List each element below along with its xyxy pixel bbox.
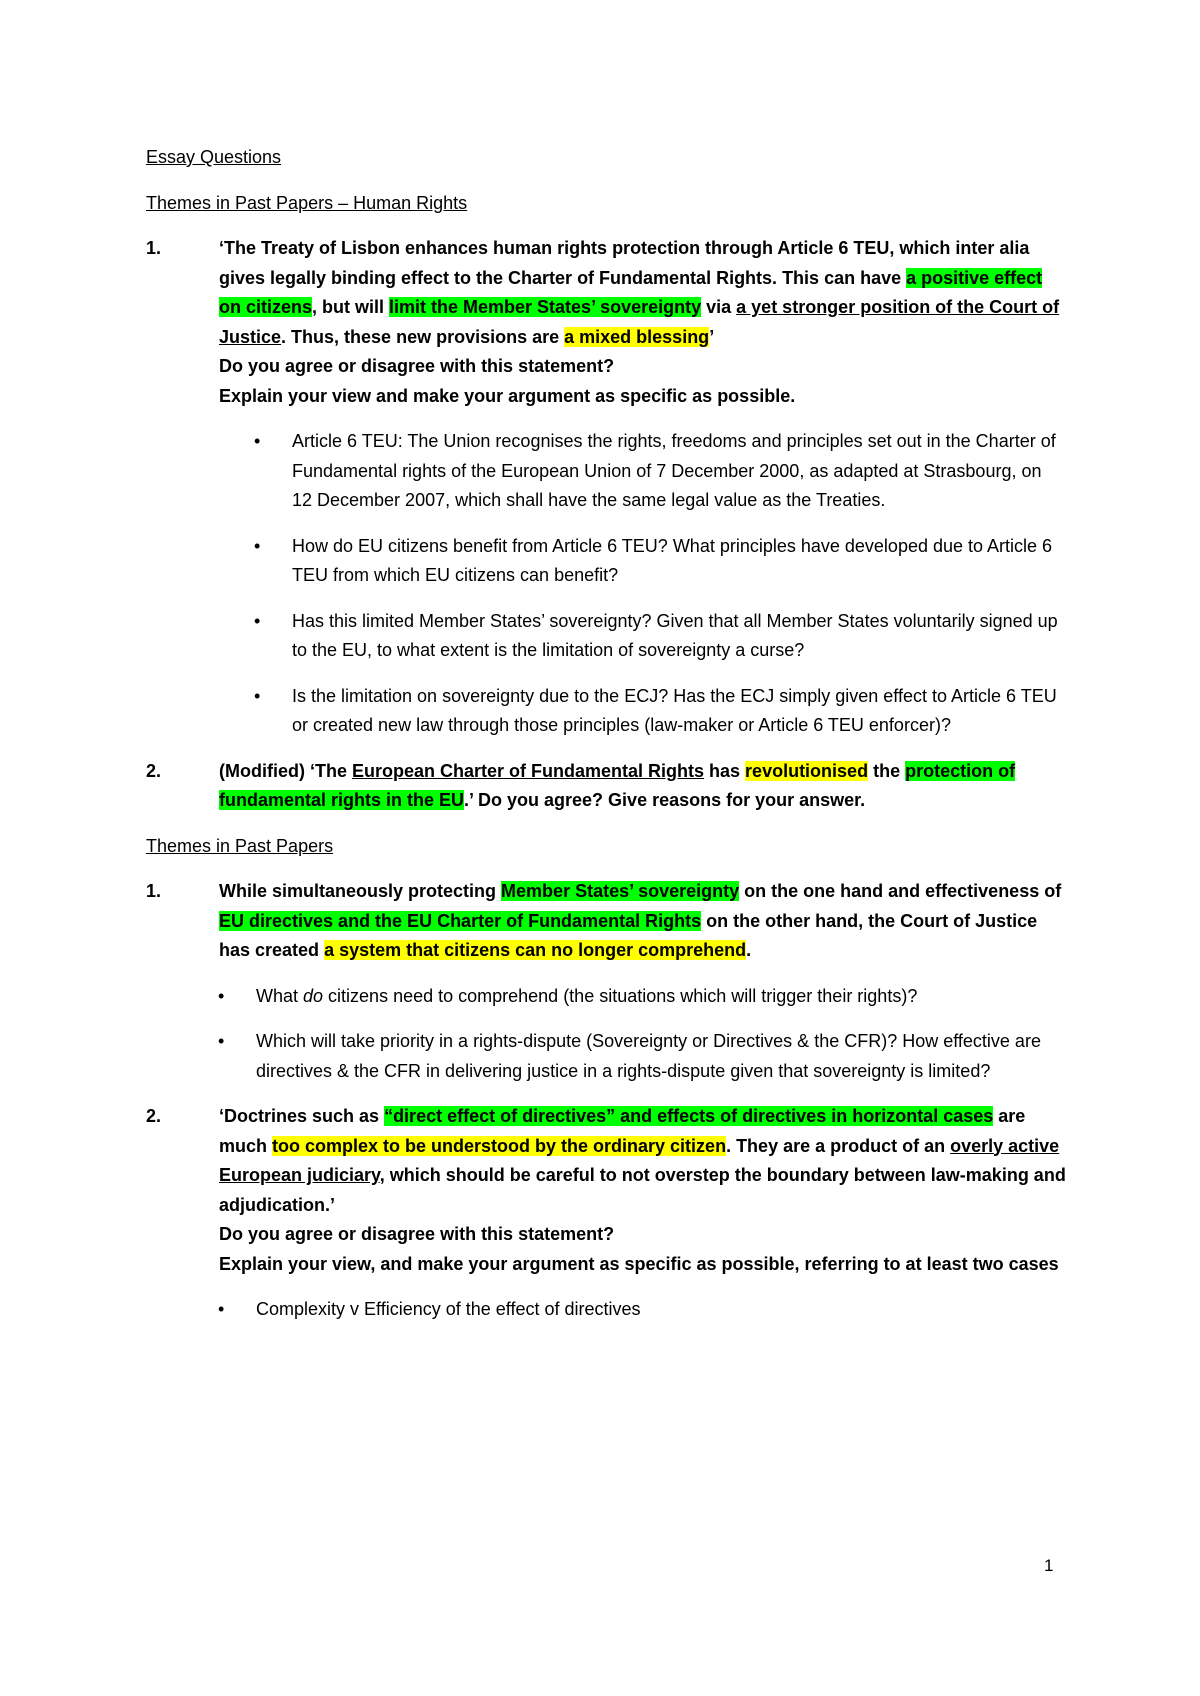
- section-heading-past-papers: Themes in Past Papers: [146, 835, 334, 856]
- underlined-text: European Charter of Fundamental Rights: [351, 760, 705, 781]
- list-item-text: Complexity v Efficiency of the effect of directives: [256, 1299, 641, 1319]
- question-number: 2.: [146, 760, 162, 781]
- list-item: [146, 1295, 1066, 1325]
- question-number: 2.: [146, 1106, 162, 1126]
- list-item: [146, 982, 1066, 1012]
- bullet-icon: •: [254, 535, 261, 556]
- question-instruction: Explain your view, and make your argument as specific as possible, referring to at least two cases: [219, 1253, 1059, 1274]
- section-heading-human-rights: Themes in Past Papers – Human Rights: [146, 192, 468, 213]
- text-segment: are much: [219, 1106, 1026, 1156]
- list-item: [146, 427, 1066, 516]
- green-highlight: protection of fundamental rights in the EU: [219, 760, 1016, 810]
- green-highlight: limit the Member States’ sovereignty: [389, 297, 702, 317]
- list-item-text: How do EU citizens benefit from Article 6 TEU? What principles have developed due to Article 6 TEU from which EU citizens can benefit?: [292, 535, 1053, 585]
- bullet-icon: •: [218, 985, 225, 1006]
- question-2-past-papers: [146, 1102, 1066, 1279]
- question-1-past-papers: [146, 877, 1066, 966]
- text-segment: .: [746, 940, 752, 960]
- list-item-text: What: [256, 985, 304, 1006]
- question-statement: [219, 877, 1066, 966]
- bullet-icon: •: [254, 431, 261, 451]
- text-segment: (Modified) ‘The: [219, 760, 352, 781]
- green-highlight: “direct effect of directives” and effects of directives in horizontal cases: [384, 1106, 994, 1126]
- text-segment: , which should be careful to not overstep the boundary between law-making and adjudication.’: [219, 1165, 1066, 1215]
- page-title: Essay Questions: [146, 147, 282, 167]
- text-segment: ’: [709, 326, 715, 347]
- question-statement: [219, 234, 1066, 352]
- text-segment: . Thus, these new provisions are: [281, 326, 565, 347]
- text-segment: the: [868, 760, 906, 781]
- list-item-text: citizens need to comprehend (the situations which will trigger their rights)?: [323, 985, 918, 1006]
- yellow-highlight: a system that citizens can no longer comprehend: [324, 940, 747, 960]
- bullet-icon: •: [218, 1299, 225, 1319]
- text-segment: , but will: [312, 297, 390, 317]
- question-prompt: Do you agree or disagree with this statement?: [219, 1224, 615, 1244]
- list-item: [146, 532, 1066, 591]
- list-item-text: Article 6 TEU: The Union recognises the rights, freedoms and principles set out in the Charter of Fundamental rights of the European Union of 7 December 2000, as adapted at Strasbourg, on 12 December 2007, which shall have the same legal value as the Treaties.: [292, 431, 1056, 510]
- green-highlight: EU directives and the EU Charter of Fundamental Rights: [219, 910, 702, 931]
- bullet-icon: •: [254, 685, 261, 706]
- list-item-text: Is the limitation on sovereignty due to the ECJ? Has the ECJ simply given effect to Article 6 TEU or created new law through those principles (law-maker or Article 6 TEU enforcer)?: [292, 685, 1057, 735]
- question-1-human-rights: [146, 234, 1066, 411]
- yellow-highlight: revolutionised: [745, 760, 869, 781]
- question-number: 1.: [146, 881, 162, 901]
- bullet-list: [146, 1295, 1066, 1325]
- question-2-human-rights: [146, 757, 1066, 816]
- underlined-text: overly active European judiciary: [219, 1135, 1060, 1185]
- list-item: [146, 1027, 1066, 1086]
- bullet-list: [146, 982, 1066, 1087]
- text-segment: via: [701, 297, 737, 317]
- page-number: 1: [1044, 1556, 1054, 1575]
- list-item-text: Has this limited Member States’ sovereignty? Given that all Member States voluntarily signed up to the EU, to what extent is the limitation of sovereignty a curse?: [292, 610, 1058, 660]
- question-statement: [219, 1102, 1066, 1220]
- bullet-icon: •: [218, 1031, 225, 1051]
- text-segment: has: [704, 760, 746, 781]
- yellow-highlight: a mixed blessing: [564, 326, 710, 347]
- text-segment: ‘The Treaty of Lisbon enhances human rights protection through Article 6 TEU, which inter alia gives legally binding effect to the Charter of Fundamental Rights. This can have: [219, 238, 1030, 288]
- list-item: [146, 607, 1066, 666]
- list-item-text: Which will take priority in a rights-dispute (Sovereignty or Directives & the CFR)? How effective are directives & the CFR in delivering justice in a rights-dispute given that sovereignty is limited?: [256, 1031, 1041, 1081]
- question-instruction: Explain your view and make your argument as specific as possible.: [219, 385, 796, 406]
- yellow-highlight: too complex to be understood by the ordinary citizen: [272, 1135, 727, 1156]
- text-segment: on the one hand and effectiveness of: [739, 881, 1062, 901]
- green-highlight: Member States’ sovereignty: [501, 881, 740, 901]
- text-segment: .’ Do you agree? Give reasons for your answer.: [464, 790, 866, 810]
- text-segment: . They are a product of an: [726, 1135, 951, 1156]
- document-body: [146, 143, 1066, 1341]
- text-segment: While simultaneously protecting: [219, 881, 502, 901]
- question-number: 1.: [146, 238, 162, 258]
- underlined-text: a yet stronger position of the Court of Justice: [219, 297, 1060, 347]
- question-statement: [219, 757, 1066, 816]
- green-highlight: a positive effect on citizens: [219, 267, 1043, 317]
- question-prompt: Do you agree or disagree with this statement?: [219, 356, 615, 376]
- text-segment: ‘Doctrines such as: [219, 1106, 385, 1126]
- bullet-icon: •: [254, 610, 261, 631]
- bullet-list: [146, 427, 1066, 741]
- list-item: [146, 682, 1066, 741]
- italic-text: do: [303, 985, 324, 1006]
- text-segment: on the other hand, the Court of Justice has created: [219, 910, 1038, 960]
